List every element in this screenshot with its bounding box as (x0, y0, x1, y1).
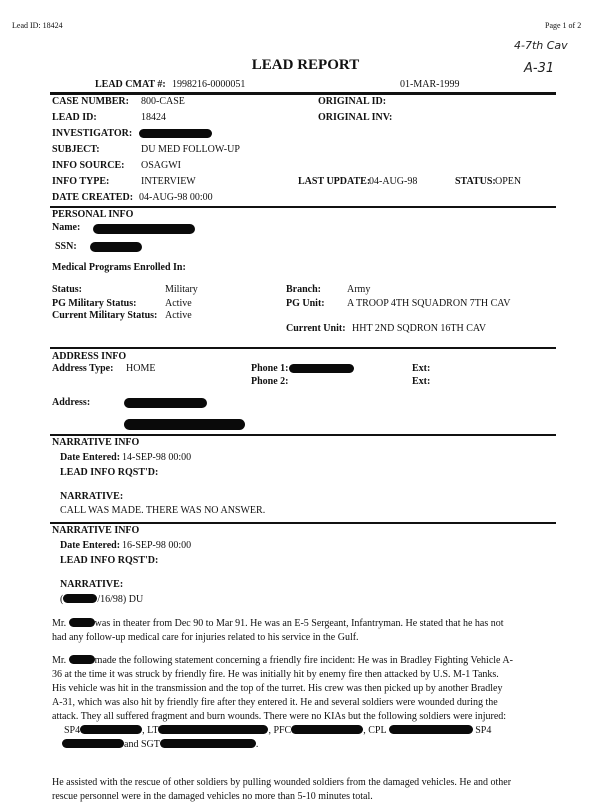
medical-programs-label: Medical Programs Enrolled In: (52, 262, 186, 273)
status-value: OPEN (495, 176, 522, 187)
lead-id-value: 18424 (141, 112, 166, 123)
date-entered-value: 14-SEP-98 00:00 (122, 452, 192, 463)
date-created-value: 04-AUG-98 00:00 (139, 192, 213, 203)
case-number-label: CASE NUMBER: (52, 96, 129, 107)
last-update-label: LAST UPDATE: (298, 176, 371, 187)
redaction (93, 224, 195, 234)
subject-label: SUBJECT: (52, 144, 100, 155)
original-id-label: ORIGINAL ID: (318, 96, 387, 107)
text: 36 at the time it was struck by friendly fire. He was initially hit by enemy fire then attacked by U.S. M-1 Tanks. (52, 669, 499, 680)
ssn-label: SSN: (55, 241, 77, 252)
date-entered-label: Date Entered: (60, 452, 121, 463)
header-lead-id: Lead ID: 18424 (12, 21, 63, 30)
ref-close: /16/98) DU (97, 594, 144, 605)
date-entered-value: 16-SEP-98 00:00 (122, 540, 192, 551)
text: made the following statement concerning a friendly fire incident: He was in Bradley Fighting Vehicle A- (94, 655, 513, 666)
redaction (158, 725, 268, 734)
address-type-label: Address Type: (52, 363, 114, 374)
info-source-value: OSAGWI (141, 160, 181, 171)
paragraph-3 (52, 776, 552, 804)
text: Mr. (52, 618, 67, 629)
divider (50, 522, 556, 524)
phone-2-label: Phone 2: (251, 376, 289, 387)
paragraph-2 (52, 654, 552, 752)
lead-info-rqstd-label: LEAD INFO RQST'D: (60, 555, 159, 566)
narrative-text: CALL WAS MADE. THERE WAS NO ANSWER. (60, 505, 266, 516)
lead-info-rqstd-label: LEAD INFO RQST'D: (60, 467, 159, 478)
redaction (124, 398, 207, 408)
redaction (124, 419, 245, 430)
divider (50, 206, 556, 208)
phone-1-label: Phone 1: (251, 363, 289, 374)
divider (50, 434, 556, 436)
redaction (291, 725, 363, 734)
investigator-label: INVESTIGATOR: (52, 128, 133, 139)
ext-2-label: Ext: (412, 376, 431, 387)
narrative-label: NARRATIVE: (60, 579, 124, 590)
text: was in theater from Dec 90 to Mar 91. He was an E-5 Sergeant, Infantryman. He stated that he has not (94, 618, 504, 629)
date-entered-label: Date Entered: (60, 540, 121, 551)
address-info-heading: ADDRESS INFO (52, 351, 127, 362)
page-title: LEAD REPORT (251, 57, 360, 73)
narrative-info-heading: NARRATIVE INFO (52, 525, 140, 536)
text: and SGT (124, 739, 160, 750)
redaction (80, 725, 142, 734)
address-type-value: HOME (126, 363, 156, 374)
text: , PFC (268, 725, 292, 736)
report-date: 01-MAR-1999 (400, 79, 460, 90)
handwritten-note-unit: 4-7th Cav (514, 39, 568, 52)
pg-military-status-value: Active (165, 298, 192, 309)
current-military-status-label: Current Military Status: (52, 310, 158, 321)
text: , CPL (363, 725, 387, 736)
personal-info-heading: PERSONAL INFO (52, 209, 134, 220)
redaction (63, 594, 97, 603)
text: , LT (142, 725, 159, 736)
text: SP4 (64, 725, 81, 736)
divider (50, 92, 556, 95)
pg-unit-value: A TROOP 4TH SQUADRON 7TH CAV (347, 298, 511, 309)
branch-value: Army (347, 284, 371, 295)
info-source-label: INFO SOURCE: (52, 160, 125, 171)
ref-open: ( (60, 594, 64, 605)
redaction (90, 242, 142, 252)
info-type-label: INFO TYPE: (52, 176, 110, 187)
text: He assisted with the rescue of other soldiers by pulling wounded soldiers from the damaged vehicles. He and other (52, 777, 512, 788)
lead-id-label: LEAD ID: (52, 112, 97, 123)
page-number: Page 1 of 2 (545, 21, 582, 30)
text: rescue personnel were in the damaged vehicles no more than 5-10 minutes total. (52, 791, 373, 802)
text: His vehicle was hit in the transmission and the top of the turret. His crew was then picked up by another Bradley (52, 683, 503, 694)
pg-military-status-label: PG Military Status: (52, 298, 137, 309)
text: had any follow-up medical care for injuries related to his service in the Gulf. (52, 632, 359, 643)
narrative-label: NARRATIVE: (60, 491, 124, 502)
text: . (255, 739, 259, 750)
original-inv-label: ORIGINAL INV: (318, 112, 393, 123)
text: SP4 (475, 725, 492, 736)
redaction (62, 739, 124, 748)
info-type-value: INTERVIEW (141, 176, 196, 187)
handwritten-note-vehicle: A-31 (524, 61, 555, 76)
last-update-value: 04-AUG-98 (369, 176, 418, 187)
text: A-31, which was also hit by friendly fire after they entered it. He and several soldiers were wounded during the (52, 697, 498, 708)
status-label: Status: (52, 284, 83, 295)
redaction (160, 739, 256, 748)
redaction (389, 725, 473, 734)
text: Mr. (52, 655, 67, 666)
redaction (69, 618, 95, 627)
subject-value: DU MED FOLLOW-UP (141, 144, 240, 155)
current-unit-label: Current Unit: (286, 323, 346, 334)
status-value: Military (165, 284, 198, 295)
status-label: STATUS: (455, 176, 496, 187)
divider (50, 347, 556, 349)
paragraph-1 (52, 617, 552, 645)
redaction (139, 129, 212, 138)
narrative-info-heading: NARRATIVE INFO (52, 437, 140, 448)
cmat-value: 1998216-0000051 (172, 79, 246, 90)
cmat-label: LEAD CMAT #: (95, 79, 166, 90)
address-label: Address: (52, 397, 91, 408)
text: attack. They all suffered fragment and burn wounds. There were no KIAs but the following soldiers were injured: (52, 711, 507, 722)
redaction (289, 364, 354, 373)
name-label: Name: (52, 222, 81, 233)
redaction (69, 655, 95, 664)
date-created-label: DATE CREATED: (52, 192, 134, 203)
current-military-status-value: Active (165, 310, 192, 321)
ext-1-label: Ext: (412, 363, 431, 374)
narrative-reference (60, 594, 143, 606)
case-number-value: 800-CASE (141, 96, 185, 107)
branch-label: Branch: (286, 284, 321, 295)
pg-unit-label: PG Unit: (286, 298, 325, 309)
current-unit-value: HHT 2ND SQDRON 16TH CAV (352, 323, 487, 334)
